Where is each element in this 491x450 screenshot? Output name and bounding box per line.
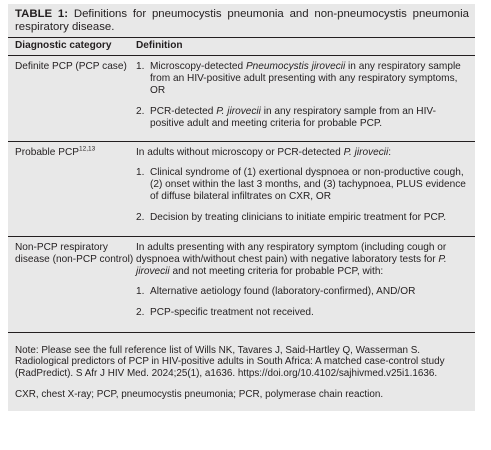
item-number: 2. xyxy=(136,212,145,224)
table-abbreviations: CXR, chest X-ray; PCP, pneumocystis pneumonia; PCR, polymerase chain reaction. xyxy=(15,389,384,401)
item-number: 1. xyxy=(136,167,145,179)
list-item xyxy=(136,106,469,130)
item-text: PCR-detected P. jirovecii in any respiratory sample from an HIV-positive adult and meeting criteria for probable PCP. xyxy=(150,105,436,129)
item-number: 2. xyxy=(136,105,145,117)
header-definition: Definition xyxy=(136,40,183,51)
table-header xyxy=(8,37,475,56)
header-diagnostic-category: Diagnostic category xyxy=(15,40,112,51)
list-item xyxy=(136,307,469,319)
table-row xyxy=(8,237,475,333)
table-frame xyxy=(8,4,475,411)
category-cell: Definite PCP (PCP case) xyxy=(15,60,127,72)
list-item xyxy=(136,167,469,203)
definition-cell xyxy=(136,61,475,139)
item-text: Decision by treating clinicians to initiate empiric treatment for PCP. xyxy=(150,212,447,224)
table-row xyxy=(8,142,475,237)
item-text: Alternative aetiology found (laboratory-confirmed), AND/OR xyxy=(150,285,416,297)
item-number: 1. xyxy=(136,60,145,72)
table-caption xyxy=(8,4,475,36)
definition-cell xyxy=(136,147,475,233)
definition-intro: In adults presenting with any respiratory symptom (including cough or dyspnoea with/without chest pain) with negative laboratory tests for P. jirovecii and not meeting criteria for probable PCP, with: xyxy=(136,241,447,277)
category-cell: Probable PCP$^{12,13}$ xyxy=(15,146,96,159)
item-text: Clinical syndrome of (1) exertional dyspnoea or non-productive cough, (2) onset within the last 3 months, and (3) tachypnoea, PLUS evidence of diffuse bilateral infiltrates on CXR, OR xyxy=(150,167,466,203)
table-note: Note: Please see the full reference list of Wills NK, Tavares J, Said-Hartley Q, Wasserman S. Radiological predictors of PCP in HIV-positive adults in South Africa: A matched case-control study (RadPredict). S Afr J HIV Med. 2024;25(1), a1636. https://doi.org/10.4102/sajhivmed.v25i1.1636. xyxy=(15,344,445,380)
caption-text: Definitions for pneumocystis pneumonia and non-pneumocystis pneumonia respiratory disease. xyxy=(15,8,469,33)
category-cell: Non-PCP respiratory disease (non-PCP control) xyxy=(15,241,134,265)
table-row xyxy=(8,56,475,143)
item-text: Microscopy-detected Pneumocystis jirovecii in any respiratory sample from an HIV-positive adult presenting with any respiratory symptoms, OR xyxy=(150,60,461,96)
reference-superscript: 12,13 xyxy=(78,146,96,154)
list-item xyxy=(136,286,469,298)
list-item xyxy=(136,212,469,224)
definition-cell xyxy=(136,242,475,328)
item-text: PCP-specific treatment not received. xyxy=(150,306,314,318)
item-number: 2. xyxy=(136,306,145,318)
item-number: 1. xyxy=(136,285,145,297)
caption-label: TABLE 1: xyxy=(15,8,69,20)
definition-intro: In adults without microscopy or PCR-detected P. jirovecii: xyxy=(136,147,392,159)
list-item xyxy=(136,61,469,97)
